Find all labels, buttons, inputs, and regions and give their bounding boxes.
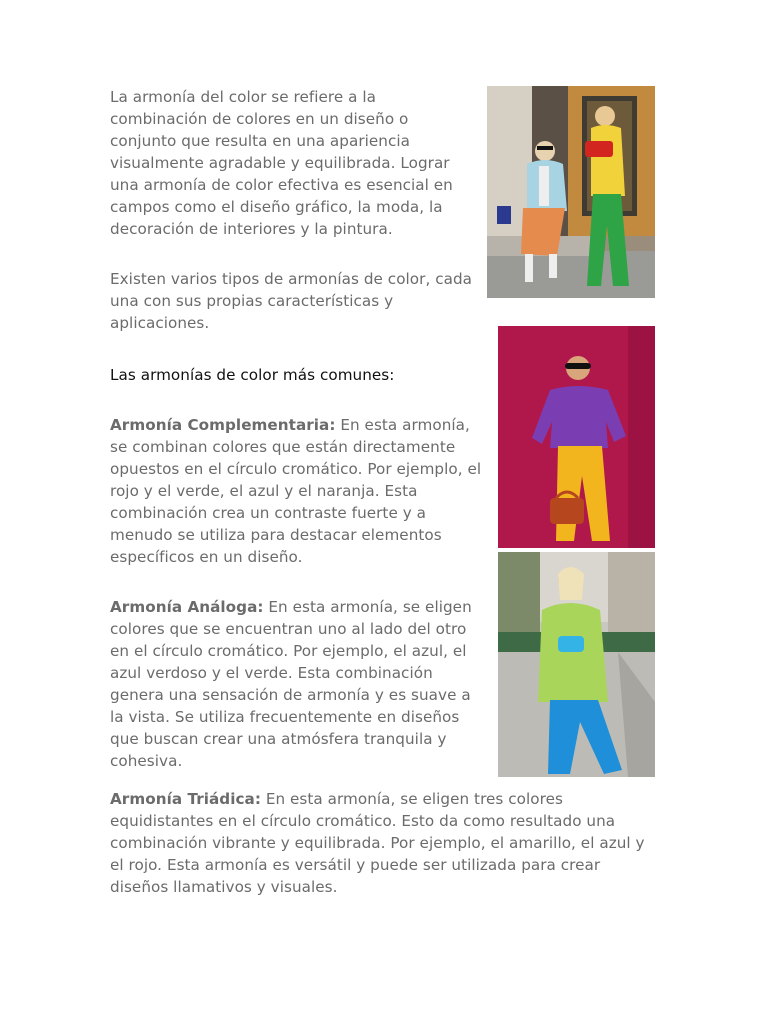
intro-paragraph: La armonía del color se refiere a la combinación de colores en un diseño o conjunto que resulta en una apariencia visualmente agradable y equilibrada. Lograr una armonía de color efectiva es esencial en campos como el diseño gráfico, la moda, la decoración de interiores y la pintura.	[110, 88, 453, 238]
complementary-body: En esta armonía, se combinan colores que están directamente opuestos en el círculo cromático. Por ejemplo, el rojo y el verde, el azul y el naranja. Esta combinación crea un contraste fuerte y a menudo se utiliza para destacar elementos específicos en un diseño.	[110, 416, 482, 566]
fashion-photo-purple-cardigan	[498, 326, 655, 548]
analogous-paragraph	[110, 596, 484, 772]
complementary-paragraph	[110, 414, 488, 568]
complementary-title: Armonía Complementaria:	[110, 416, 336, 434]
analogous-body: En esta armonía, se eligen colores que se encuentran uno al lado del otro en el círculo cromático. Por ejemplo, el azul, el azul verdoso y el verde. Esta combinación genera una sensación de armonía y es suave a la vista. Se utiliza frecuentemente en diseños que buscan crear una atmósfera tranquila y cohesiva.	[110, 598, 472, 770]
triadic-body: En esta armonía, se eligen tres colores equidistantes en el círculo cromático. Esto da como resultado una combinación vibrante y equilibrada. Por ejemplo, el amarillo, el azul y el rojo. Esta armonía es versátil y puede ser utilizada para crear diseños llamativos y visuales.	[110, 790, 645, 896]
types-paragraph: Existen varios tipos de armonías de color, cada una con sus propias características y aplicaciones.	[110, 270, 472, 332]
fashion-photo-lime-blazer	[498, 552, 655, 777]
fashion-photo-street-duo	[487, 86, 655, 298]
triadic-title: Armonía Triádica:	[110, 790, 261, 808]
triadic-paragraph	[110, 788, 655, 898]
common-harmonies-heading: Las armonías de color más comunes:	[110, 366, 395, 384]
analogous-title: Armonía Análoga:	[110, 598, 264, 616]
